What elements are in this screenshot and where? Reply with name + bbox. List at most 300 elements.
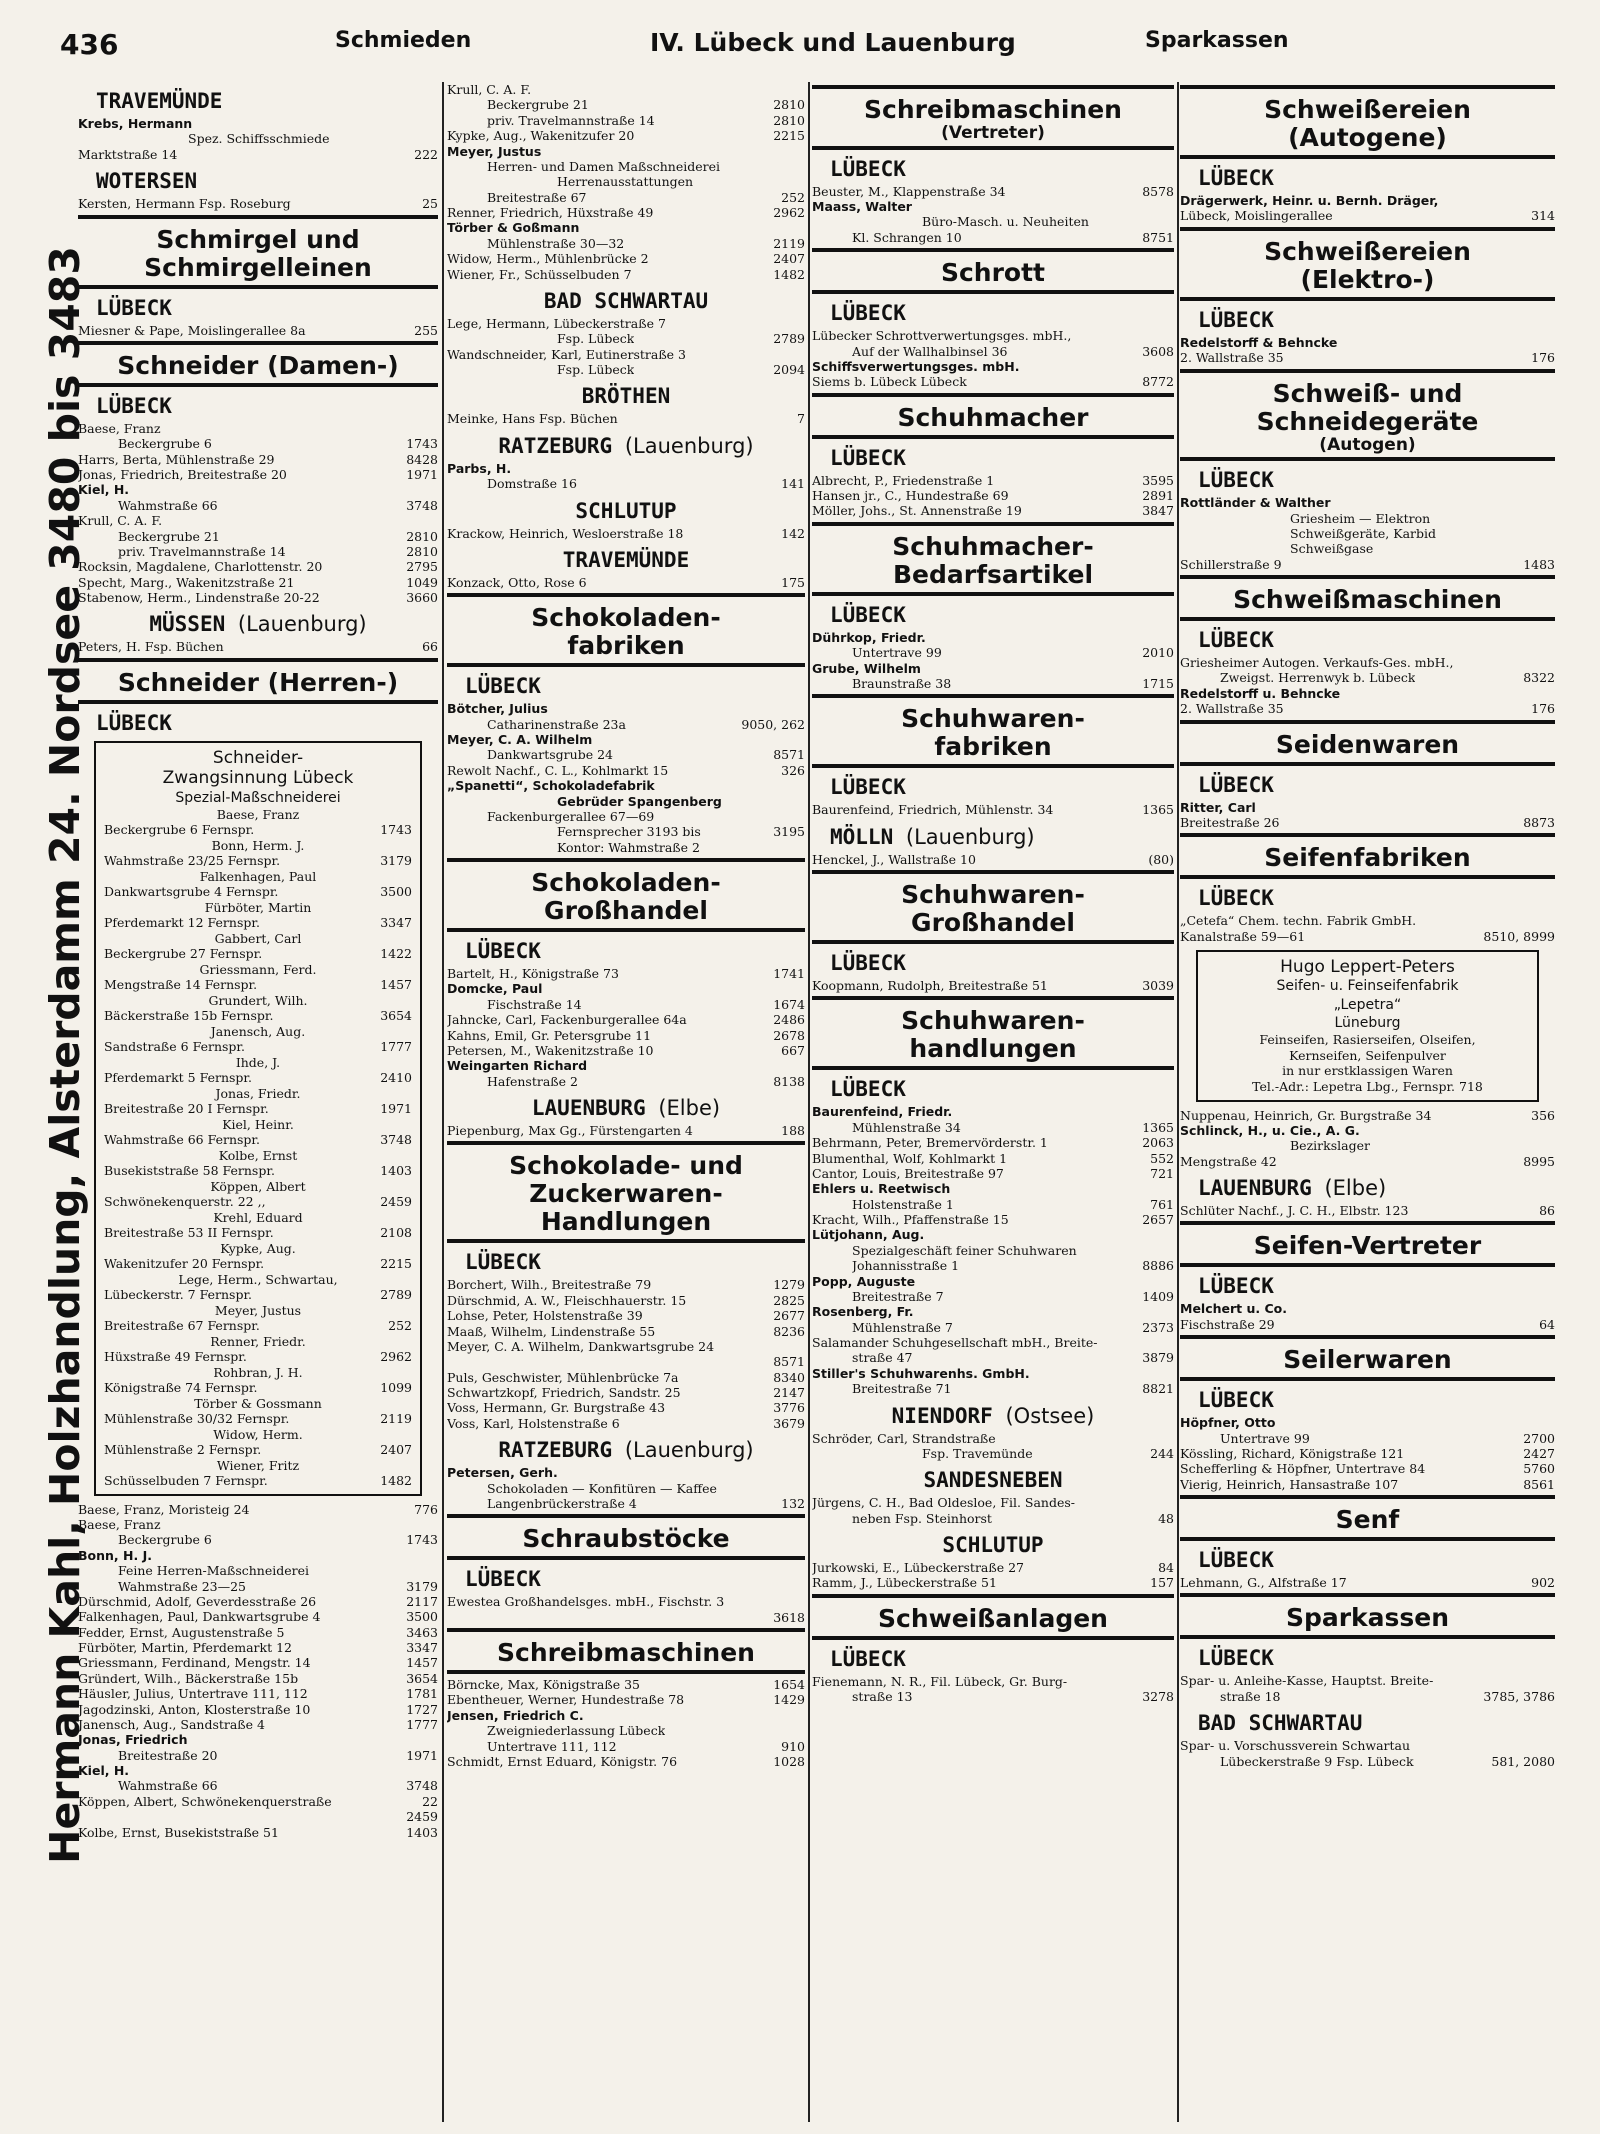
- section-heading-line: Handlungen: [540, 1207, 712, 1237]
- directory-entry: [447, 809, 805, 824]
- directory-entry: [1180, 1301, 1555, 1316]
- ad-entry: [104, 915, 412, 930]
- entry-phone: 2147: [773, 1385, 805, 1400]
- entry-text: Schillerstraße 9: [1180, 556, 1282, 572]
- ad-entry-text: Wahmstraße 66 Fernspr.: [104, 1132, 260, 1148]
- ad-entry: [104, 977, 412, 992]
- entry-text: Fedder, Ernst, Augustenstraße 5: [78, 1624, 285, 1640]
- entry-phone: 3347: [406, 1640, 438, 1656]
- directory-entry: [78, 1532, 438, 1547]
- entry-phone: 667: [781, 1042, 805, 1058]
- ad-entry: [104, 1349, 412, 1364]
- entry-text: Krull, C. A. F.: [78, 513, 163, 529]
- directory-entry: [447, 316, 805, 331]
- entry-text: Johannisstraße 1: [852, 1258, 960, 1274]
- section-heading-line: (Elektro-): [1300, 264, 1435, 294]
- city-heading: [1198, 308, 1555, 332]
- entry-phone: 3847: [1142, 503, 1174, 519]
- directory-entry: [447, 1416, 805, 1431]
- directory-entry: [447, 1123, 805, 1138]
- ad-line: Janensch, Aug.: [210, 1023, 306, 1039]
- entry-text: Lohse, Peter, Holstenstraße 39: [447, 1308, 643, 1324]
- directory-column-4: [1180, 82, 1555, 2122]
- ad-entry-text: Hüxstraße 49 Fernspr.: [104, 1349, 247, 1365]
- entry-text: Breitestraße 71: [852, 1381, 952, 1397]
- directory-entry: [812, 199, 1174, 214]
- section-rule: [1180, 297, 1555, 301]
- section-heading-line: Schneider (Damen-): [117, 350, 399, 380]
- entry-phone: 7: [797, 411, 805, 427]
- directory-entry: [812, 1258, 1174, 1273]
- entry-text: Fsp. Lübeck: [557, 362, 635, 377]
- ad-line: Kiel, Heinr.: [222, 1116, 294, 1132]
- city-heading: [1198, 166, 1555, 190]
- city-heading: [830, 1077, 1174, 1101]
- entry-phone: 3500: [406, 1609, 438, 1625]
- city-heading: [830, 775, 1174, 799]
- entry-text: Ehlers u. Reetwisch: [812, 1181, 951, 1197]
- directory-entry: [447, 1058, 805, 1073]
- city-heading: [830, 446, 1174, 470]
- entry-phone: 2427: [1523, 1445, 1555, 1461]
- entry-phone: (80): [1148, 851, 1174, 867]
- ad-entry-phone: 2407: [380, 1442, 412, 1458]
- city-heading: [465, 939, 805, 963]
- entry-text: Bezirkslager: [1290, 1138, 1370, 1154]
- city-heading: [447, 1096, 805, 1120]
- directory-entry: [1180, 655, 1555, 670]
- entry-text: straße 13: [852, 1689, 913, 1705]
- directory-entry: [812, 1495, 1174, 1510]
- city-heading: [830, 301, 1174, 325]
- directory-entry: [447, 1708, 805, 1723]
- directory-entry: [812, 1181, 1174, 1196]
- entry-text: Kanalstraße 59—61: [1180, 928, 1306, 944]
- section-rule: [1180, 617, 1555, 621]
- section-rule: [1180, 1635, 1555, 1639]
- entry-phone: 142: [781, 525, 805, 541]
- directory-entry: [812, 1120, 1174, 1135]
- directory-entry: [447, 331, 805, 346]
- section-heading-line: Seifenfabriken: [1264, 843, 1471, 873]
- ad-line: Gabbert, Carl: [214, 930, 302, 946]
- directory-entry: [78, 467, 438, 482]
- entry-phone: 3879: [1142, 1350, 1174, 1366]
- section-heading: [812, 1605, 1174, 1633]
- entry-text: Petersen, M., Wakenitzstraße 10: [447, 1042, 654, 1058]
- city-name: LÜBECK: [465, 1250, 541, 1275]
- directory-entry: [447, 981, 805, 996]
- entry-text: Harrs, Berta, Mühlenstraße 29: [78, 451, 275, 467]
- entry-text: „Cetefa“ Chem. techn. Fabrik GmbH.: [1180, 913, 1417, 929]
- entry-text: Höpfner, Otto: [1180, 1415, 1276, 1431]
- section-rule: [1180, 85, 1555, 89]
- column-divider: [808, 82, 810, 2122]
- city-heading: [447, 1438, 805, 1462]
- entry-text: Melchert u. Co.: [1180, 1301, 1287, 1317]
- entry-phone: 141: [781, 476, 805, 492]
- entry-text: Weingarten Richard: [447, 1058, 588, 1074]
- entry-text: Untertrave 99: [1220, 1430, 1310, 1446]
- city-name: LÜBECK: [830, 775, 906, 800]
- entry-phone: 3618: [773, 1609, 805, 1625]
- entry-text: Meyer, C. A. Wilhelm, Dankwartsgrube 24: [447, 1338, 715, 1354]
- entry-text: Lübeck, Moislingerallee: [1180, 208, 1333, 224]
- directory-entry: [447, 236, 805, 251]
- directory-entry: [447, 763, 805, 778]
- section-rule: [812, 290, 1174, 294]
- entry-phone: 314: [1531, 208, 1555, 224]
- entry-phone: 222: [414, 146, 438, 162]
- entry-text: Wahmstraße 66: [118, 497, 218, 513]
- city-heading: [96, 296, 438, 320]
- entry-text: Siems b. Lübeck Lübeck: [812, 374, 967, 390]
- section-heading-line: Sparkassen: [1285, 1603, 1450, 1633]
- entry-text: Kössling, Richard, Königstraße 121: [1180, 1445, 1405, 1461]
- ad-line: Falkenhagen, Paul: [199, 868, 317, 884]
- section-heading-line: Seidenwaren: [1275, 729, 1460, 759]
- entry-text: Herren- und Damen Maßschneiderei: [487, 158, 721, 174]
- city-name: SCHLUTUP: [942, 1533, 1044, 1558]
- section-rule: [812, 940, 1174, 944]
- entry-phone: 8571: [773, 1354, 805, 1370]
- directory-entry: [812, 1689, 1174, 1704]
- entry-phone: 2810: [773, 112, 805, 128]
- section-heading: [812, 96, 1174, 143]
- entry-text: Cantor, Louis, Breitestraße 97: [812, 1165, 1004, 1181]
- city-region: (Elbe): [1324, 1176, 1387, 1201]
- ad-entry-text: Busekiststraße 58 Fernspr.: [104, 1163, 275, 1179]
- ad-entry: [104, 1225, 412, 1240]
- entry-phone: 157: [1150, 1575, 1174, 1591]
- entry-text: Krebs, Hermann: [78, 116, 193, 131]
- entry-phone: 252: [781, 189, 805, 205]
- ad-line: Feinseifen, Rasierseifen, Olseifen,: [1259, 1032, 1476, 1048]
- ad-entry-phone: 3179: [380, 853, 412, 869]
- entry-phone: 8561: [1523, 1476, 1555, 1492]
- entry-text: Mühlenstraße 34: [852, 1119, 961, 1135]
- entry-text: Dürschmid, Adolf, Geverdesstraße 26: [78, 1593, 317, 1609]
- directory-entry: [1180, 1754, 1555, 1769]
- city-name: TRAVEMÜNDE: [96, 89, 223, 113]
- section-rule: [447, 593, 805, 597]
- entry-text: Wandschneider, Karl, Eutinerstraße 3: [447, 346, 686, 362]
- entry-text: Beckergrube 6: [118, 436, 212, 452]
- entry-text: Herrenausstattungen: [557, 174, 694, 190]
- entry-text: priv. Travelmannstraße 14: [487, 112, 655, 128]
- section-subheading: (Autogen): [1319, 434, 1416, 455]
- entry-phone: 3776: [773, 1400, 805, 1416]
- entry-text: Dührkop, Friedr.: [812, 629, 926, 645]
- entry-phone: 2373: [1142, 1319, 1174, 1335]
- entry-text: Behrmann, Peter, Bremervörderstr. 1: [812, 1135, 1048, 1151]
- section-heading-line: Großhandel: [911, 908, 1075, 938]
- directory-entry: [812, 1151, 1174, 1166]
- entry-text: Stabenow, Herm., Lindenstraße 20-22: [78, 590, 320, 605]
- city-name: MÜSSEN: [149, 612, 226, 637]
- entry-text: Lübecker Schrottverwertungsges. mbH.,: [812, 328, 1072, 344]
- entry-text: Mühlenstraße 30—32: [487, 235, 625, 251]
- section-rule: [812, 764, 1174, 768]
- entry-phone: 1049: [406, 574, 438, 590]
- directory-entry: [78, 1548, 438, 1563]
- entry-phone: 3679: [773, 1415, 805, 1431]
- directory-entry: [78, 421, 438, 436]
- ad-entry-text: Breitestraße 20 I Fernspr.: [104, 1101, 269, 1117]
- ad-entry-phone: 1743: [380, 822, 412, 838]
- entry-text: Bötcher, Julius: [447, 701, 548, 717]
- directory-entry: [1180, 1203, 1555, 1218]
- ad-subtitle: Spezial-Maßschneiderei: [175, 789, 341, 806]
- directory-entry: [447, 1370, 805, 1385]
- entry-text: Miesner & Pape, Moislingerallee 8a: [78, 322, 306, 338]
- entry-text: Gründert, Wilh., Bäckerstraße 15b: [78, 1670, 299, 1686]
- section-heading-line: handlungen: [909, 1034, 1077, 1064]
- directory-entry: [447, 1074, 805, 1089]
- ad-entry-text: Bäckerstraße 15b Fernspr.: [104, 1008, 274, 1024]
- city-heading: [96, 711, 438, 735]
- entry-phone: 5760: [1523, 1461, 1555, 1477]
- entry-phone: 1674: [773, 996, 805, 1012]
- directory-entry: [447, 476, 805, 491]
- directory-entry: [447, 778, 805, 793]
- section-heading-line: Schweißereien: [1264, 236, 1471, 266]
- ad-title: Hugo Leppert-Peters: [1280, 957, 1455, 978]
- section-heading-line: Schuhwaren-: [901, 1006, 1085, 1036]
- ad-line: Baese, Franz: [216, 806, 300, 822]
- directory-entry: [78, 1702, 438, 1717]
- city-name: LÜBECK: [465, 939, 541, 963]
- directory-entry: [447, 747, 805, 762]
- section-heading: [812, 404, 1174, 432]
- entry-text: Widow, Herm., Mühlenbrücke 2: [447, 251, 649, 267]
- directory-entry: [1180, 1317, 1555, 1332]
- entry-phone: 776: [414, 1501, 438, 1517]
- entry-text: Petersen, Gerh.: [447, 1465, 558, 1481]
- entry-text: Albrecht, P., Friedenstraße 1: [812, 472, 995, 488]
- entry-text: Koopmann, Rudolph, Breitestraße 51: [812, 978, 1048, 994]
- directory-entry: [812, 1511, 1174, 1526]
- directory-entry: [447, 1739, 805, 1754]
- entry-text: Borchert, Wilh., Breitestraße 79: [447, 1277, 652, 1293]
- directory-entry: [1180, 1446, 1555, 1461]
- directory-entry: [1180, 208, 1555, 223]
- entry-text: Ritter, Carl: [1180, 799, 1256, 815]
- section-heading: [1180, 238, 1555, 294]
- section-rule: [812, 694, 1174, 698]
- directory-entry: [447, 1324, 805, 1339]
- directory-entry: [812, 230, 1174, 245]
- entry-text: Breitestraße 67: [487, 189, 587, 205]
- entry-phone: 188: [781, 1123, 805, 1138]
- entry-text: „Spanetti“, Schokoladefabrik: [447, 778, 655, 794]
- ad-entry: [104, 1411, 412, 1426]
- directory-entry: [78, 1732, 438, 1747]
- city-heading: [812, 1404, 1174, 1428]
- directory-entry: [812, 1431, 1174, 1446]
- section-rule: [447, 1141, 805, 1145]
- directory-entry: [447, 267, 805, 282]
- entry-text: Häusler, Julius, Untertrave 111, 112: [78, 1686, 308, 1702]
- ad-entry-phone: 1457: [380, 977, 412, 993]
- entry-text: Marktstraße 14: [78, 146, 178, 162]
- directory-entry: [78, 1794, 438, 1809]
- ad-entry-phone: 3500: [380, 884, 412, 900]
- section-rule: [78, 215, 438, 219]
- directory-entry: [447, 1354, 805, 1369]
- city-name: SCHLUTUP: [575, 498, 677, 523]
- entry-phone: 1483: [1523, 556, 1555, 572]
- ad-line: Widow, Herm.: [213, 1426, 303, 1442]
- entry-text: Voss, Karl, Holstenstraße 6: [447, 1415, 620, 1431]
- ad-entry: [104, 1442, 412, 1457]
- section-heading-line: Großhandel: [544, 896, 708, 925]
- directory-entry: [812, 1335, 1174, 1350]
- entry-phone: 64: [1539, 1316, 1555, 1332]
- entry-text: Jahncke, Carl, Fackenburgerallee 64a: [447, 1012, 687, 1028]
- entry-text: Schweißgase: [1290, 541, 1374, 557]
- directory-column-2: [447, 82, 805, 2122]
- entry-phone: 9050, 262: [741, 716, 805, 732]
- city-name: LÜBECK: [96, 393, 172, 418]
- ad-entry-text: Königstraße 74 Fernspr.: [104, 1380, 258, 1396]
- section-rule: [812, 870, 1174, 874]
- entry-phone: 1403: [406, 1824, 438, 1840]
- city-heading: [447, 548, 805, 572]
- entry-text: Lütjohann, Aug.: [812, 1227, 925, 1243]
- section-heading: [812, 705, 1174, 761]
- section-rule: [812, 248, 1174, 252]
- city-heading: [1198, 628, 1555, 652]
- entry-text: Meinke, Hans Fsp. Büchen: [447, 411, 618, 427]
- directory-entry: [447, 1677, 805, 1692]
- directory-entry: [447, 1496, 805, 1511]
- directory-entry: [1180, 701, 1555, 716]
- directory-entry: [447, 1277, 805, 1292]
- directory-entry: [1180, 1108, 1555, 1123]
- entry-phone: 2063: [1142, 1135, 1174, 1151]
- entry-text: priv. Travelmannstraße 14: [118, 543, 286, 559]
- section-rule: [812, 146, 1174, 150]
- directory-entry: [78, 147, 438, 162]
- ad-entry: [104, 853, 412, 868]
- directory-entry: [1180, 913, 1555, 928]
- entry-phone: 3654: [406, 1670, 438, 1686]
- directory-column-3: [812, 82, 1174, 2122]
- directory-entry: [447, 1481, 805, 1496]
- entry-text: Peters, H. Fsp. Büchen: [78, 639, 224, 655]
- section-heading: [447, 869, 805, 925]
- ad-entry-phone: 1971: [380, 1101, 412, 1117]
- section-heading-line: Schweiß- und: [1272, 378, 1463, 408]
- directory-entry: [78, 1763, 438, 1778]
- ad-line: Renner, Friedr.: [210, 1333, 306, 1349]
- ad-line: Köppen, Albert: [210, 1178, 306, 1194]
- directory-entry: [1180, 557, 1555, 572]
- directory-entry: [447, 575, 805, 590]
- entry-text: Ramm, J., Lübeckerstraße 51: [812, 1575, 997, 1591]
- directory-entry: [78, 131, 438, 146]
- section-heading: [812, 259, 1174, 287]
- entry-text: Törber & Goßmann: [447, 220, 580, 236]
- ad-entry-text: Beckergrube 6 Fernspr.: [104, 822, 255, 838]
- entry-phone: 84: [1158, 1560, 1174, 1576]
- entry-text: Fischstraße 29: [1180, 1316, 1275, 1332]
- directory-entry: [78, 544, 438, 559]
- directory-entry: [447, 1293, 805, 1308]
- directory-entry: [78, 498, 438, 513]
- entry-text: Zweigst. Herrenwyk b. Lübeck: [1220, 670, 1416, 686]
- directory-entry: [78, 452, 438, 467]
- ad-entry-text: Lübeckerstr. 7 Fernspr.: [104, 1287, 253, 1303]
- directory-entry: [1180, 929, 1555, 944]
- entry-text: Breitestraße 7: [852, 1288, 944, 1304]
- entry-text: Büro-Masch. u. Neuheiten: [922, 214, 1089, 230]
- directory-entry: [447, 1385, 805, 1400]
- city-heading: [96, 89, 438, 113]
- entry-phone: 356: [1531, 1107, 1555, 1123]
- entry-phone: 1482: [773, 266, 805, 282]
- entry-phone: 132: [781, 1495, 805, 1511]
- directory-entry: [447, 1043, 805, 1058]
- entry-text: Griesheimer Autogen. Verkaufs-Ges. mbH.,: [1180, 655, 1454, 671]
- entry-text: Parbs, H.: [447, 460, 512, 476]
- entry-phone: 1429: [773, 1692, 805, 1708]
- entry-phone: 2789: [773, 331, 805, 347]
- city-heading: [1198, 1646, 1555, 1670]
- section-rule: [78, 658, 438, 662]
- entry-phone: 1028: [773, 1753, 805, 1769]
- entry-text: Puls, Geschwister, Mühlenbrücke 7a: [447, 1369, 679, 1385]
- entry-text: Breitestraße 20: [118, 1747, 218, 1763]
- entry-text: Vierig, Heinrich, Hansastraße 107: [1180, 1476, 1399, 1492]
- entry-text: Schlinck, H., u. Cie., A. G.: [1180, 1122, 1360, 1138]
- entry-phone: 3039: [1142, 978, 1174, 994]
- city-name: LÜBECK: [830, 951, 906, 976]
- city-name: BAD SCHWARTAU: [1198, 1711, 1363, 1736]
- entry-text: Catharinenstraße 23a: [487, 716, 626, 732]
- entry-text: Mengstraße 42: [1180, 1153, 1277, 1169]
- entry-phone: 8873: [1523, 814, 1555, 830]
- entry-text: Schiffsverwertungsges. mbH.: [812, 358, 1020, 374]
- entry-text: Rocksin, Magdalene, Charlottenstr. 20: [78, 559, 323, 575]
- directory-entry: [812, 802, 1174, 817]
- directory-entry: [78, 1609, 438, 1624]
- section-rule: [1180, 155, 1555, 159]
- entry-text: Schlüter Nachf., J. C. H., Elbstr. 123: [1180, 1203, 1409, 1219]
- directory-entry: [78, 1655, 438, 1670]
- ad-entry-phone: 2459: [380, 1194, 412, 1210]
- entry-phone: 1279: [773, 1277, 805, 1293]
- entry-phone: 86: [1539, 1203, 1555, 1219]
- entry-text: Bartelt, H., Königstraße 73: [447, 966, 619, 981]
- directory-entry: [812, 852, 1174, 867]
- directory-entry: [812, 1274, 1174, 1289]
- section-heading-line: Schneidegeräte: [1256, 406, 1479, 436]
- section-heading: [812, 1007, 1174, 1063]
- section-heading: [78, 352, 438, 380]
- directory-entry: [447, 220, 805, 235]
- ad-entry-phone: 1099: [380, 1380, 412, 1396]
- entry-phone: 902: [1531, 1575, 1555, 1591]
- directory-entry: [812, 1560, 1174, 1575]
- entry-phone: 25: [422, 196, 438, 212]
- section-rule: [447, 1670, 805, 1674]
- entry-text: Renner, Friedrich, Hüxstraße 49: [447, 205, 654, 220]
- section-heading: [447, 604, 805, 660]
- entry-text: Schweißgeräte, Karbid: [1290, 525, 1437, 541]
- directory-entry: [812, 214, 1174, 229]
